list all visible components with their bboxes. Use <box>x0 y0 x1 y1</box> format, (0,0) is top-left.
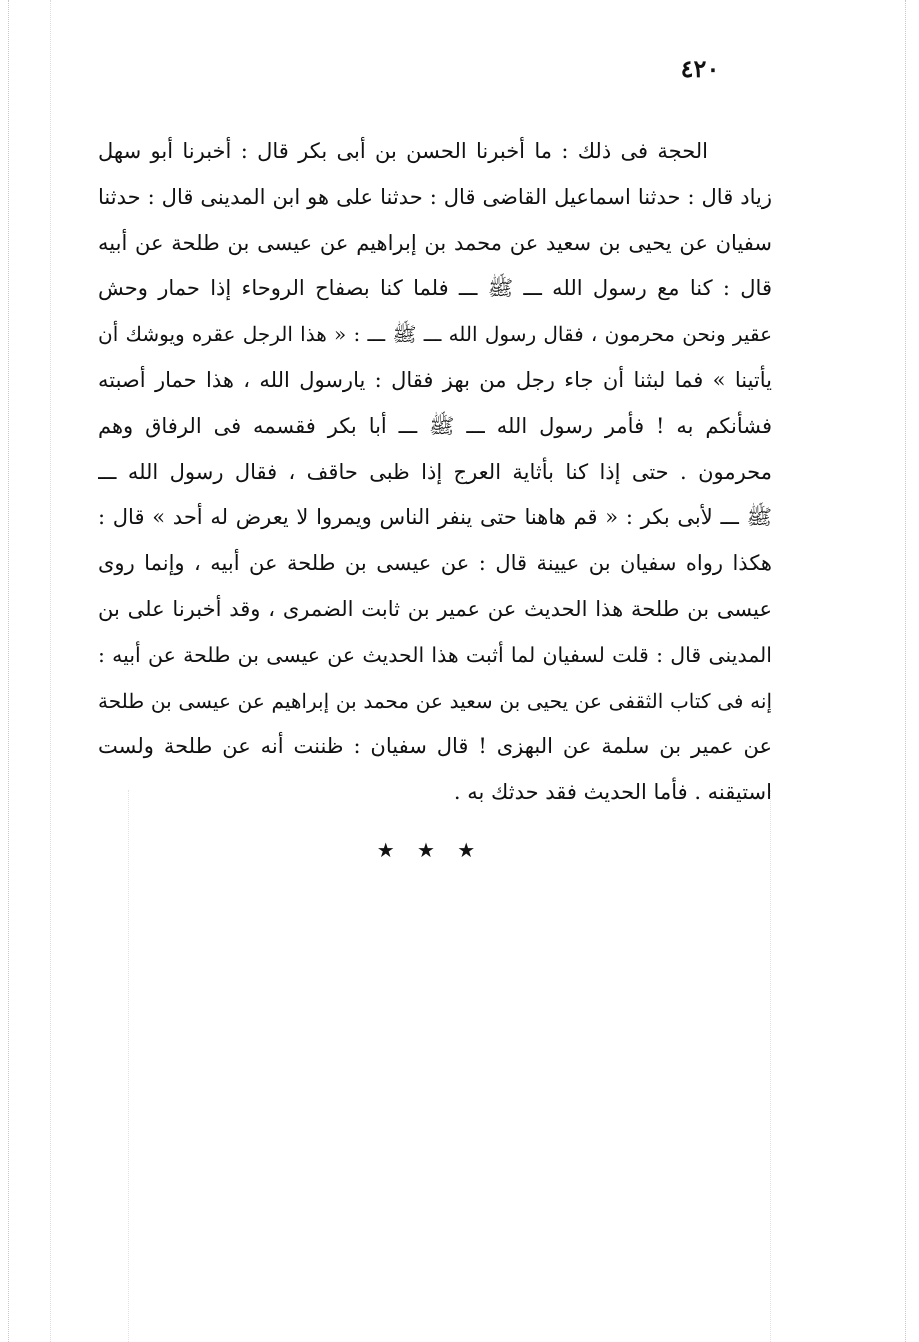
body-text <box>98 129 772 816</box>
text-line: عقير ونحن محرمون ، فقال رسول الله ـــ ﷺ ـــ : « هذا الرجل عقره ويوشك أن <box>98 322 772 347</box>
text-line: استيقنه . فأما الحديث فقد حدثك به . <box>453 780 772 805</box>
scan-edge-line <box>8 0 9 1342</box>
text-line: عيسى بن طلحة هذا الحديث عن عمير بن ثابت الضمرى ، وقد أخبرنا على بن <box>98 596 772 621</box>
text-line: زياد قال : حدثنا اسماعيل القاضى قال : حدثنا على هو ابن المدينى قال : حدثنا <box>98 184 772 209</box>
scan-fold-line <box>770 790 771 1342</box>
text-line: فشأنكم به ! فأمر رسول الله ـــ ﷺ ـــ أبا بكر فقسمه فى الرفاق وهم <box>98 413 772 438</box>
text-line: الحجة فى ذلك : ما أخبرنا الحسن بن أبى بكر قال : أخبرنا أبو سهل <box>98 139 708 163</box>
text-line: قال : كنا مع رسول الله ـــ ﷺ ـــ فلما كنا بصفاح الروحاء إذا حمار وحش <box>98 276 772 301</box>
text-line: ﷺ ـــ لأبى بكر : « قم هاهنا حتى ينفر الناس ويمروا لا يعرض له أحد » قال : <box>98 505 772 530</box>
text-line: محرمون . حتى إذا كنا بأثاية العرج إذا ظبى حاقف ، فقال رسول الله ـــ <box>98 459 772 484</box>
scan-fold-line <box>128 790 129 1342</box>
page-number: ٤٢٠ <box>680 54 720 83</box>
scan-edge-line <box>50 0 51 1342</box>
scan-edge-line <box>905 0 906 1342</box>
text-line: المدينى قال : قلت لسفيان لما أثبت هذا الحديث عن عيسى بن طلحة عن أبيه : <box>98 642 772 667</box>
text-line: عن عمير بن سلمة عن البهزى ! قال سفيان : ظننت أنه عن طلحة ولست <box>98 734 772 759</box>
text-line: يأتينا » فما لبثنا أن جاء رجل من بهز فقال : يارسول الله ، هذا حمار أصبته <box>98 367 772 392</box>
text-line: هكذا رواه سفيان بن عيينة قال : عن عيسى بن طلحة عن أبيه ، وإنما روى <box>98 551 772 576</box>
text-line: سفيان عن يحيى بن سعيد عن محمد بن إبراهيم عن عيسى بن طلحة عن أبيه <box>98 230 772 255</box>
text-line: إنه فى كتاب الثقفى عن يحيى بن سعيد عن محمد بن إبراهيم عن عيسى بن طلحة <box>98 688 772 713</box>
section-separator: ★ ★ ★ <box>376 838 484 862</box>
